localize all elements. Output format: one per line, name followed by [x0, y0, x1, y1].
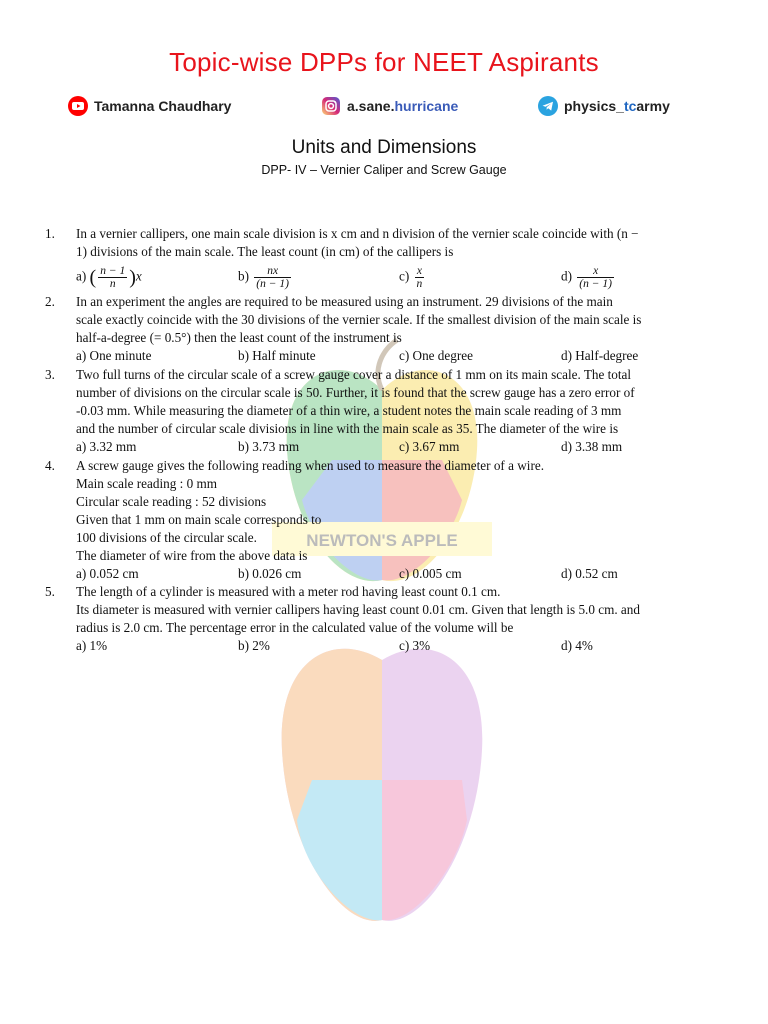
- question-3: [45, 366, 725, 456]
- question-text: The diameter of wire from the above data is: [76, 548, 308, 563]
- youtube-handle[interactable]: [68, 96, 231, 116]
- fraction-denominator: n: [416, 278, 423, 290]
- instagram-handle[interactable]: [321, 96, 458, 116]
- option-d[interactable]: d) 3.38 mm: [561, 439, 623, 454]
- watermark-text: NEWTON'S APPLE: [306, 531, 458, 550]
- option-c[interactable]: c) 0.005 cm: [399, 566, 462, 581]
- youtube-name: Tamanna Chaudhary: [94, 98, 232, 114]
- question-text: Main scale reading : 0 mm: [76, 476, 217, 491]
- question-number: 5.: [45, 584, 55, 599]
- option-d[interactable]: d) 4%: [561, 638, 593, 653]
- fraction-numerator: x: [416, 265, 422, 277]
- option-b[interactable]: b) 0.026 cm: [238, 566, 302, 581]
- question-text: and the number of circular scale divisions in line with the main scale as 35. The diameter of the wire is: [76, 421, 619, 436]
- question-text: 1) divisions of the main scale. The least count (in cm) of the callipers is: [76, 244, 454, 259]
- telegram-suffix: army: [636, 98, 670, 114]
- question-1: [45, 225, 725, 297]
- option-a[interactable]: a) 1%: [76, 638, 108, 653]
- option-label: c): [399, 268, 410, 284]
- question-text: A screw gauge gives the following reading when used to measure the diameter of a wire.: [76, 458, 545, 473]
- telegram-icon: [538, 96, 558, 116]
- question-text: 100 divisions of the circular scale.: [76, 530, 257, 545]
- option-d[interactable]: [561, 265, 616, 290]
- question-text: In a vernier callipers, one main scale division is x cm and n division of the vernier scale coincide with (n −: [76, 226, 639, 241]
- option-label: a): [76, 268, 87, 284]
- youtube-icon: [68, 96, 88, 116]
- question-number: 4.: [45, 458, 55, 473]
- telegram-highlight: tc: [623, 98, 637, 114]
- fraction-numerator: x: [593, 265, 599, 277]
- option-a[interactable]: a) 0.052 cm: [76, 566, 139, 581]
- fraction-tail: x: [135, 268, 142, 284]
- telegram-prefix: physics_: [564, 98, 624, 114]
- option-a[interactable]: a) ( $\frac{n - 1}{n}$ )x: [76, 265, 142, 290]
- fraction-denominator: (n − 1): [579, 278, 612, 290]
- option-c[interactable]: c) 3.67 mm: [399, 439, 460, 454]
- fraction-numerator: n − 1: [100, 265, 126, 277]
- question-text: Two full turns of the circular scale of a screw gauge cover a distance of 1 mm on its main scale. The total: [76, 367, 632, 382]
- question-text: In an experiment the angles are required to be measured using an instrument. 29 divisions of the main: [76, 294, 613, 309]
- question-4: [45, 457, 725, 583]
- question-5: [45, 583, 725, 655]
- question-2: [45, 293, 725, 365]
- option-d[interactable]: d) 0.52 cm: [561, 566, 618, 581]
- fraction-denominator: n: [98, 277, 127, 290]
- question-text: scale exactly coincide with the 30 divisions of the vernier scale. If the smallest division of the main scale is: [76, 312, 642, 327]
- instagram-prefix: a.sane.: [347, 98, 395, 114]
- page-title: Topic-wise DPPs for NEET Aspirants: [169, 47, 599, 77]
- option-label: b): [238, 268, 249, 284]
- instagram-highlight: hurricane: [394, 98, 459, 114]
- question-number: 3.: [45, 367, 55, 382]
- topic-heading: Units and Dimensions: [291, 137, 477, 158]
- fraction-numerator: nx: [267, 265, 279, 277]
- option-b[interactable]: b) Half minute: [238, 348, 316, 363]
- question-text: Circular scale reading : 52 divisions: [76, 494, 267, 509]
- fraction-denominator: (n − 1): [256, 278, 289, 290]
- option-b[interactable]: b) 3.73 mm: [238, 439, 300, 454]
- question-number: 1.: [45, 226, 55, 241]
- telegram-handle[interactable]: [538, 96, 670, 116]
- question-text: Given that 1 mm on main scale corresponds to: [76, 512, 322, 527]
- option-b[interactable]: [238, 265, 293, 290]
- option-d[interactable]: d) Half-degree: [561, 348, 639, 363]
- instagram-icon: [321, 96, 341, 116]
- question-text: Its diameter is measured with vernier callipers having least count 0.01 cm. Given that length is 5.0 cm. and: [76, 602, 640, 617]
- option-c[interactable]: c) 3%: [399, 638, 431, 653]
- question-text: half-a-degree (= 0.5°) then the least count of the instrument is: [76, 330, 402, 345]
- question-text: number of divisions on the circular scale is 50. Further, it is found that the screw gauge has a zero error of: [76, 385, 635, 400]
- option-c[interactable]: c) One degree: [399, 348, 473, 363]
- question-number: 2.: [45, 294, 55, 309]
- question-text: radius is 2.0 cm. The percentage error in the calculated value of the volume will be: [76, 620, 514, 635]
- question-text: The length of a cylinder is measured with a meter rod having least count 0.1 cm.: [76, 584, 501, 599]
- option-label: d): [561, 268, 572, 284]
- option-a[interactable]: a) One minute: [76, 348, 152, 363]
- question-text: -0.03 mm. While measuring the diameter of a thin wire, a student notes the main scale reading of 3 mm: [76, 403, 622, 418]
- option-c[interactable]: [399, 265, 426, 290]
- dpp-subtitle: DPP- IV – Vernier Caliper and Screw Gauge: [261, 163, 507, 177]
- option-a[interactable]: a) 3.32 mm: [76, 439, 137, 454]
- option-b[interactable]: b) 2%: [238, 638, 270, 653]
